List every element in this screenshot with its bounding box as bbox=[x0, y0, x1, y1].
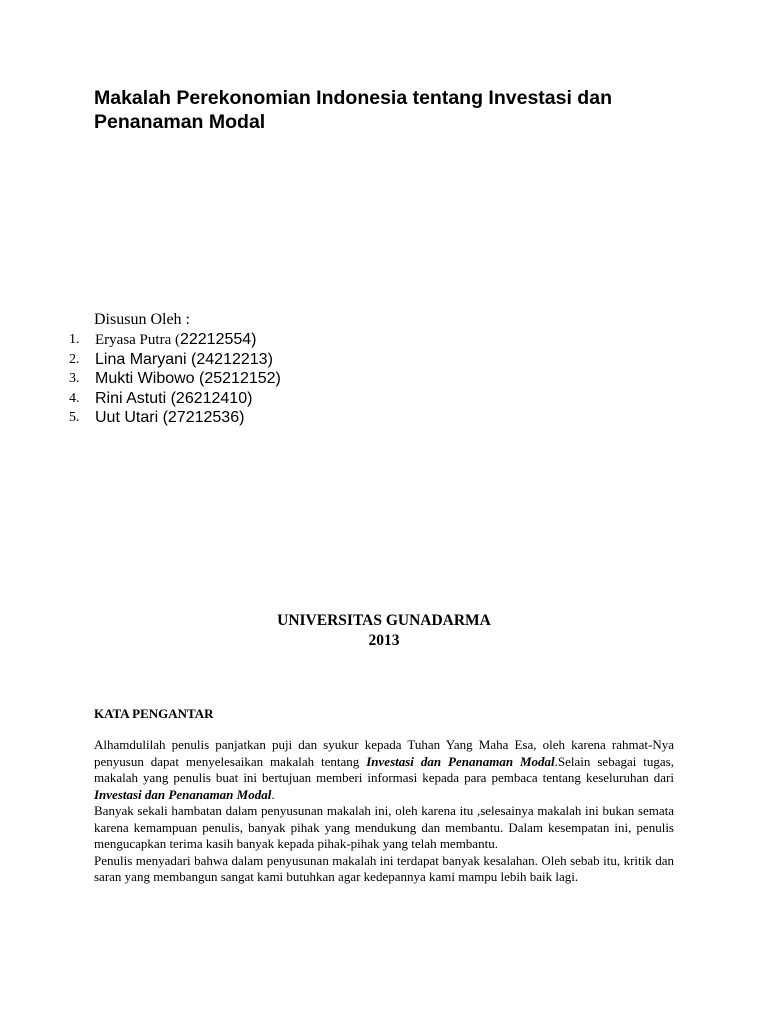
author-name: Uut Utari (27212536) bbox=[95, 409, 245, 426]
kata-pengantar-heading: KATA PENGANTAR bbox=[94, 706, 214, 721]
author-name: Lina Maryani (24212213) bbox=[95, 350, 273, 368]
author-number: 3. bbox=[69, 371, 80, 386]
paragraph-2: Banyak sekali hambatan dalam penyusunan makalah ini, oleh karena itu ,selesainya makalah ini bukan semata karena kemampuan penulis, banyak pihak yang mendukung dan membantu. Dalam kesempatan ini, penulis mengucapkan terima kasih banyak kepada pihak-pihak yang telah membantu. bbox=[94, 803, 674, 851]
emphasis-topic: Investasi dan Penanaman Modal bbox=[366, 753, 555, 769]
paragraph-1 bbox=[94, 737, 674, 803]
university-name: UNIVERSITAS GUNADARMA bbox=[277, 612, 491, 629]
document-title bbox=[94, 86, 694, 134]
author-name bbox=[95, 330, 256, 351]
author-number: 5. bbox=[69, 410, 80, 425]
university-block bbox=[0, 611, 768, 651]
paragraph-1-part: . bbox=[271, 786, 275, 802]
author-name: Rini Astuti (26212410) bbox=[95, 389, 253, 407]
author-name-part: Eryasa Putra ( bbox=[95, 332, 180, 348]
author-name-part: 22212554) bbox=[179, 331, 257, 348]
author-number: 2. bbox=[69, 351, 80, 367]
title-line-1: Makalah Perekonomian Indonesia tentang Investasi dan bbox=[94, 87, 612, 109]
paragraph-1-part: Alhamdulilah penulis panjatkan puji dan syukur kepada Tuhan Yang Maha Esa, oleh karena rahmat-Nya penyusun dapat menyelesaikan makalah tentang bbox=[94, 737, 674, 769]
disusun-label: Disusun Oleh : bbox=[94, 311, 190, 328]
author-number: 1. bbox=[69, 332, 80, 347]
paragraph-1-part: .Selain sebagai tugas, makalah yang penulis buat ini bertujuan memberi informasi kepada para pembaca tentang keseluruhan dari bbox=[94, 753, 674, 785]
author-number: 4. bbox=[69, 390, 80, 406]
year: 2013 bbox=[368, 632, 400, 649]
emphasis-topic: Investasi dan Penanaman Modal bbox=[94, 786, 272, 802]
author-name: Mukti Wibowo (25212152) bbox=[95, 370, 281, 387]
paragraph-3: Penulis menyadari bahwa dalam penyusunan makalah ini terdapat banyak kesalahan. Oleh sebab itu, kritik dan saran yang membangun sangat kami butuhkan agar kedepannya kami mampu lebih baik lagi. bbox=[94, 852, 674, 884]
kata-pengantar-body bbox=[94, 737, 674, 886]
title-line-2: Penanaman Modal bbox=[94, 111, 266, 133]
